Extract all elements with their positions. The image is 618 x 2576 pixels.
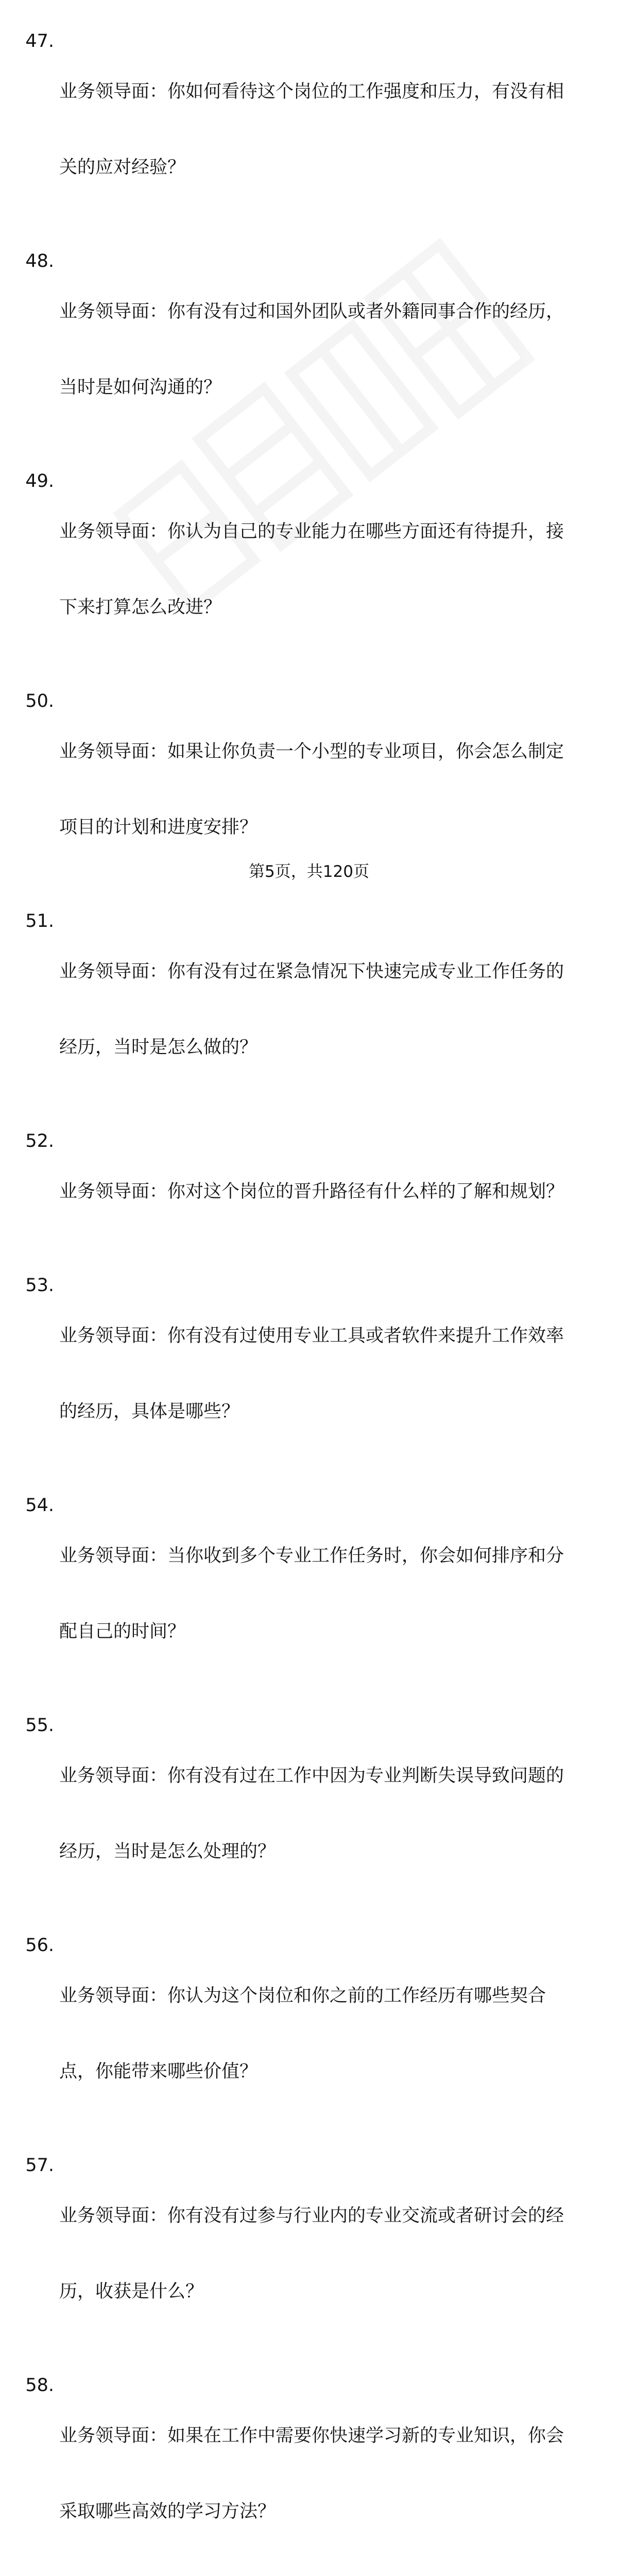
list-item bbox=[0, 1493, 618, 1695]
question-line: 采取哪些高效的学习方法？ bbox=[59, 2501, 276, 2522]
question-text bbox=[59, 469, 590, 671]
question-line: 业务领导面：你如何看待这个岗位的工作强度和压力，有没有相 bbox=[59, 81, 564, 102]
question-number: 54. bbox=[25, 1495, 54, 1516]
question-number: 50. bbox=[25, 691, 54, 711]
list-item bbox=[0, 29, 618, 231]
question-line: 业务领导面：你认为这个岗位和你之前的工作经历有哪些契合 bbox=[59, 1986, 546, 2006]
question-line: 业务领导面：你有没有过在紧急情况下快速完成专业工作任务的 bbox=[59, 961, 564, 982]
question-number: 57. bbox=[25, 2155, 54, 2176]
list-item bbox=[0, 249, 618, 451]
question-text bbox=[59, 689, 590, 891]
list-item bbox=[0, 469, 618, 671]
question-line: 配自己的时间？ bbox=[59, 1621, 186, 1642]
question-text bbox=[59, 2153, 590, 2355]
question-line: 业务领导面：你认为自己的专业能力在哪些方面还有待提升，接 bbox=[59, 521, 564, 542]
question-number: 48. bbox=[25, 251, 54, 272]
question-line: 当时是如何沟通的？ bbox=[59, 377, 222, 398]
list-item bbox=[0, 1933, 618, 2135]
list-item bbox=[0, 2153, 618, 2355]
question-number: 51. bbox=[25, 911, 54, 931]
question-line: 的经历，具体是哪些？ bbox=[59, 1401, 240, 1422]
list-item bbox=[0, 2373, 618, 2575]
question-line: 业务领导面：当你收到多个专业工作任务时，你会如何排序和分 bbox=[59, 1546, 564, 1566]
question-number: 53. bbox=[25, 1275, 54, 1296]
list-item bbox=[0, 1273, 618, 1475]
question-number: 52. bbox=[25, 1131, 54, 1151]
question-number: 58. bbox=[25, 2375, 54, 2396]
question-text bbox=[59, 1933, 590, 2135]
question-text bbox=[59, 1493, 590, 1695]
question-line: 业务领导面：你有没有过在工作中因为专业判断失误导致问题的 bbox=[59, 1766, 564, 1786]
question-line: 业务领导面：你有没有过参与行业内的专业交流或者研讨会的经 bbox=[59, 2206, 564, 2226]
question-number: 47. bbox=[25, 31, 54, 52]
question-line: 项目的计划和进度安排？ bbox=[59, 817, 258, 838]
page-footer: 第5页，共120页 bbox=[249, 862, 369, 881]
question-line: 业务领导面：如果让你负责一个小型的专业项目，你会怎么制定 bbox=[59, 741, 564, 762]
question-line: 业务领导面：你对这个岗位的晋升路径有什么样的了解和规划？ bbox=[59, 1181, 564, 1202]
question-line: 经历，当时是怎么做的？ bbox=[59, 1037, 258, 1058]
question-line: 历，收获是什么？ bbox=[59, 2281, 204, 2302]
question-line: 业务领导面：如果在工作中需要你快速学习新的专业知识，你会 bbox=[59, 2426, 564, 2446]
question-text bbox=[59, 1129, 590, 1255]
question-line: 下来打算怎么改进？ bbox=[59, 597, 222, 618]
question-text bbox=[59, 1713, 590, 1915]
question-text bbox=[59, 1273, 590, 1475]
question-text bbox=[59, 29, 590, 231]
question-line: 经历，当时是怎么处理的？ bbox=[59, 1841, 276, 1862]
question-line: 点，你能带来哪些价值？ bbox=[59, 2061, 258, 2082]
list-item bbox=[0, 689, 618, 891]
list-item bbox=[0, 1129, 618, 1255]
list-item bbox=[0, 909, 618, 1111]
question-line: 业务领导面：你有没有过和国外团队或者外籍同事合作的经历， bbox=[59, 301, 564, 322]
question-text bbox=[59, 249, 590, 451]
question-line: 关的应对经验？ bbox=[59, 157, 186, 178]
question-line: 业务领导面：你有没有过使用专业工具或者软件来提升工作效率 bbox=[59, 1326, 564, 1346]
question-text bbox=[59, 2373, 590, 2575]
question-list bbox=[0, 29, 618, 2576]
question-number: 55. bbox=[25, 1715, 54, 1736]
question-number: 49. bbox=[25, 471, 54, 492]
list-item bbox=[0, 1713, 618, 1915]
question-text bbox=[59, 909, 590, 1111]
question-number: 56. bbox=[25, 1935, 54, 1956]
